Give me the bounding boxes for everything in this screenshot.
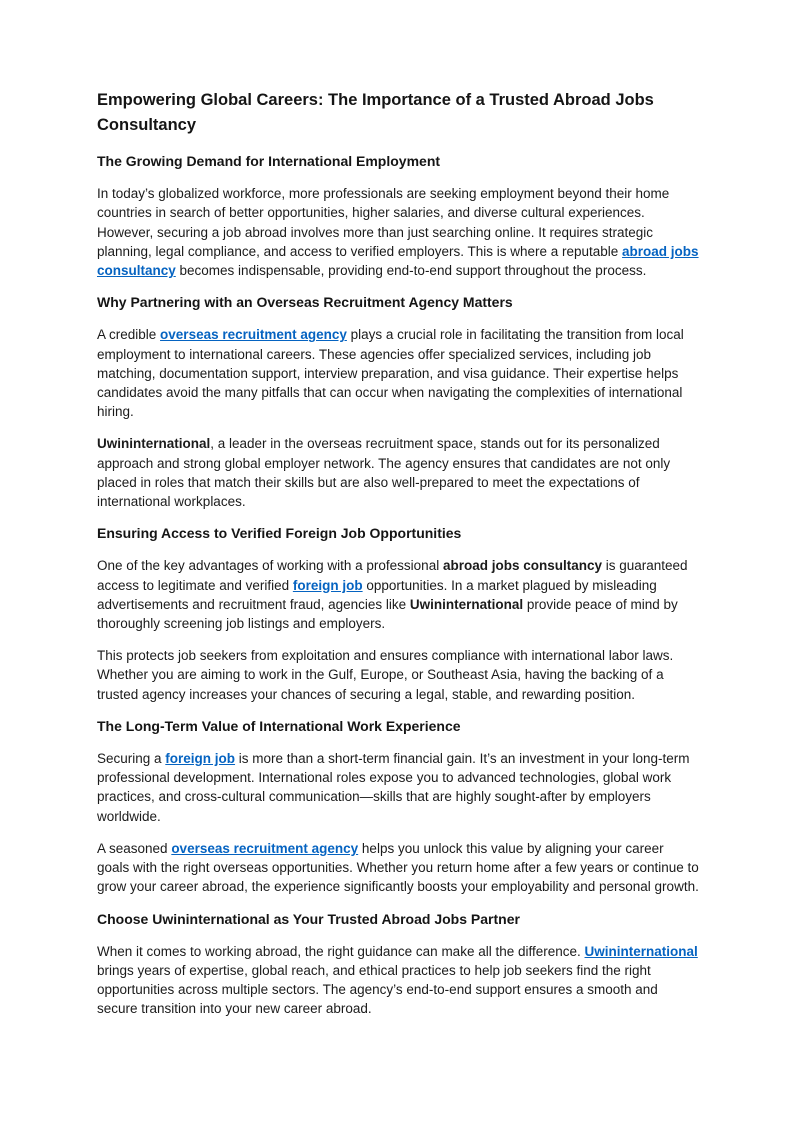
text-run: A seasoned — [97, 840, 172, 856]
inline-link[interactable]: overseas recruitment agency — [160, 327, 347, 343]
paragraph — [97, 839, 699, 897]
bold-text: abroad jobs consultancy — [442, 558, 602, 574]
section-heading — [97, 152, 699, 171]
text-run: One of the key advantages of working with a professional — [97, 558, 443, 574]
document-blocks — [97, 152, 699, 1019]
paragraph — [97, 942, 699, 1019]
text-run: Why Partnering with an Overseas Recruitment Agency Matters — [97, 294, 513, 311]
text-run: A credible — [97, 327, 161, 343]
section-heading — [97, 717, 699, 736]
text-run: When it comes to working abroad, the right guidance can make all the difference. — [97, 943, 585, 959]
bold-text: Uwininternational — [97, 436, 211, 452]
text-run: helps you unlock this value by aligning your career goals with the right overseas opportunities. Whether you return home after a few years or continue to grow your career abroad, the experience significantly boosts your employability and personal growth. — [97, 840, 699, 895]
text-run: brings years of expertise, global reach, and ethical practices to help job seekers find the right opportunities across multiple sectors. The agency’s end-to-end support ensures a smooth and secure transition into your new career abroad. — [97, 962, 658, 1017]
inline-link[interactable]: Uwininternational — [584, 943, 698, 959]
text-run: is more than a short-term financial gain. It’s an investment in your long-term professional development. International roles expose you to advanced technologies, global work practices, and cross-cultural communication—skills that are highly sought-after by employers worldwide. — [97, 751, 690, 824]
text-run: provide peace of mind by thoroughly screening job listings and employers. — [97, 596, 678, 632]
section-heading — [97, 910, 699, 929]
paragraph — [97, 646, 699, 704]
paragraph — [97, 556, 699, 633]
text-run: becomes indispensable, providing end-to-end support throughout the process. — [175, 263, 647, 279]
paragraph — [97, 184, 699, 280]
text-run: Choose Uwininternational as Your Trusted Abroad Jobs Partner — [97, 910, 520, 927]
text-run: is guaranteed access to legitimate and verified — [97, 558, 688, 593]
text-run: The Growing Demand for International Employment — [97, 153, 441, 169]
text-run: , a leader in the overseas recruitment space, stands out for its personalized approach and strong global employer network. The agency ensures that candidates are not only placed in roles that match their skills but are also well-prepared to meet the expectations of international workplaces. — [97, 436, 671, 510]
paragraph — [97, 434, 699, 511]
section-heading — [97, 293, 699, 312]
inline-link[interactable]: overseas recruitment agency — [171, 840, 359, 856]
text-run: In today’s globalized workforce, more professionals are seeking employment beyond their home countries in search of better opportunities, higher salaries, and diverse cultural experiences. However, securing a job abroad involves more than just searching online. It requires strategic planning, legal compliance, and access to verified employers. This is where a reputable — [97, 186, 670, 259]
text-run: opportunities. In a market plagued by misleading advertisements and recruitment fraud, agencies like — [97, 577, 657, 612]
paragraph — [97, 749, 699, 826]
text-run: The Long-Term Value of International Work Experience — [97, 717, 461, 734]
text-run: This protects job seekers from exploitation and ensures compliance with international labor laws. Whether you are aiming to work in the Gulf, Europe, or Southeast Asia, having the backing of a trusted agency increases your chances of securing a legal, stable, and rewarding position. — [97, 648, 674, 702]
text-run: plays a crucial role in facilitating the transition from local employment to international careers. These agencies offer specialized services, including job matching, documentation support, interview preparation, and visa guidance. Their expertise helps candidates avoid the many pitfalls that can occur when navigating the complexities of international hiring. — [97, 327, 684, 420]
text-run: Securing a — [97, 751, 166, 767]
document-title: Empowering Global Careers: The Importance of a Trusted Abroad Jobs Consultancy — [97, 91, 654, 134]
paragraph — [97, 325, 699, 421]
bold-text: Uwininternational — [409, 596, 524, 612]
inline-link[interactable]: foreign job — [292, 577, 363, 593]
inline-link[interactable]: foreign job — [165, 751, 236, 767]
text-run: Ensuring Access to Verified Foreign Job Opportunities — [97, 525, 462, 542]
section-heading — [97, 524, 699, 543]
inline-link[interactable]: abroad jobs consultancy — [97, 243, 699, 279]
